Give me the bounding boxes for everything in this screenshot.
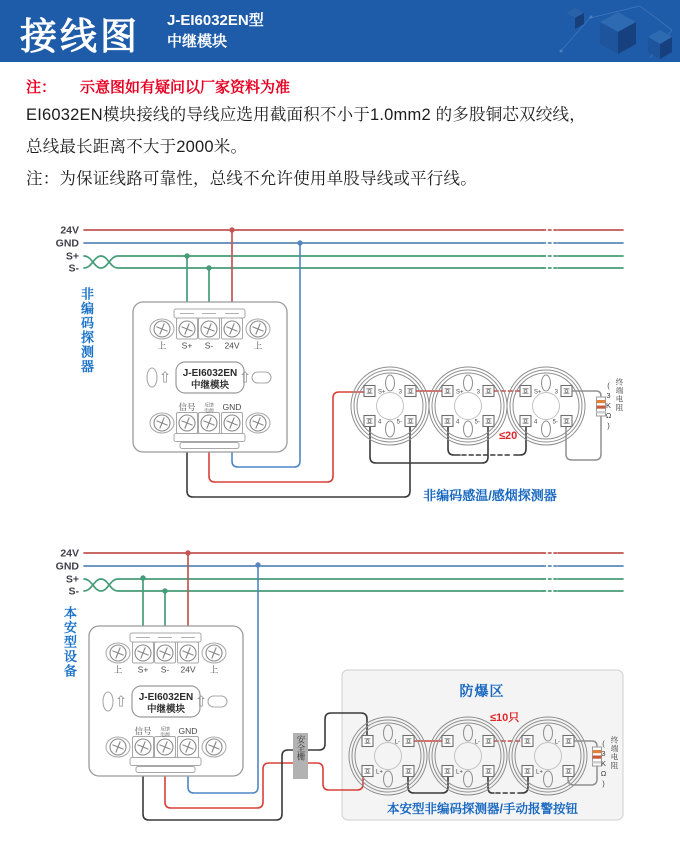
detector-terminal	[403, 736, 414, 747]
detector-terminal-label: 4	[456, 419, 460, 426]
screw-icon	[135, 739, 151, 755]
safety-barrier: 安全栅	[293, 733, 308, 779]
screw-icon	[110, 739, 126, 755]
zone-title: 防爆区	[459, 683, 505, 699]
detector-terminal	[442, 766, 453, 777]
bus-line-twisted-pair	[84, 579, 543, 591]
resistor-label-2: 终端电阻	[610, 736, 619, 770]
terminal-label: GND	[222, 402, 242, 412]
detector-terminal	[364, 416, 375, 427]
terminal-label: S-	[160, 664, 170, 675]
terminal-label: S+	[181, 340, 193, 351]
screw-icon	[250, 415, 266, 431]
terminal-label: 反馈	[160, 727, 170, 733]
module-type: 中继模块	[190, 380, 230, 391]
bus-line-twisted-pair	[84, 579, 543, 591]
up-arrow-icon: ⇧	[194, 693, 208, 711]
bus-label: 24V	[60, 547, 79, 560]
detector-terminal-label: L+	[376, 769, 383, 776]
detector-terminal	[520, 386, 531, 397]
page-title: 接线图	[20, 16, 140, 57]
module-name: J-EI6032EN	[182, 368, 238, 379]
detector-terminal-label: 5-	[552, 419, 558, 426]
detector-base	[429, 367, 507, 445]
detector-terminal	[561, 386, 572, 397]
spec-text-line1: EI6032EN模块接线的导线应选用截面积不小于1.0mm2 的多股铜芯双绞线，	[26, 106, 586, 124]
detector-terminal	[520, 416, 531, 427]
terminal-label: GND	[178, 726, 198, 736]
up-arrow-icon: ⇧	[158, 369, 172, 387]
detector-terminal-label: S+	[534, 389, 542, 396]
resistor-label-1: 终端电阻	[615, 378, 624, 412]
spec-text-line2: 总线最长距离不大于2000米。	[26, 138, 248, 156]
max-count-label-2: ≤10只	[490, 712, 520, 724]
side-label-non-coded-detector: 非编码探测器	[79, 287, 94, 374]
detector-terminal	[442, 736, 453, 747]
detector-base	[507, 367, 585, 445]
note-text: 注：为保证线路可靠性，总线不允许使用单股导线或平行线。	[26, 170, 477, 188]
detector-terminal-label: L+	[456, 769, 463, 776]
bus-label: S+	[65, 573, 79, 586]
detector-terminal	[563, 766, 574, 777]
bus-line-twisted-pair	[84, 256, 543, 268]
detector-terminal	[563, 736, 574, 747]
detector-terminal-label: 5-	[396, 419, 402, 426]
screw-icon	[250, 321, 266, 337]
detector-terminal-label: 4	[378, 419, 382, 426]
screw-icon	[180, 645, 196, 661]
detector-terminal-label: 5-	[474, 419, 480, 426]
bus-label: S-	[68, 585, 79, 598]
bus-label: S-	[68, 262, 79, 275]
bus-line-twisted-pair	[84, 256, 543, 268]
up-arrow-icon: ⇧	[238, 369, 252, 387]
detector-terminal	[483, 766, 494, 777]
terminal-label: 24V	[180, 664, 196, 675]
screw-icon	[154, 321, 170, 337]
resistor-value-1: (3KΩ)	[604, 381, 613, 431]
screw-icon	[224, 321, 240, 337]
max-count-label-1: ≤20	[499, 430, 518, 442]
detector-terminal	[483, 736, 494, 747]
detector-terminal	[483, 416, 494, 427]
detector-base	[351, 367, 429, 445]
detector-terminal	[522, 736, 533, 747]
detector-caption-1: 非编码感温/感烟探测器	[423, 488, 557, 503]
detector-terminal-label: 3	[554, 389, 558, 396]
detector-terminal-label: 4	[534, 419, 538, 426]
screw-icon	[180, 739, 196, 755]
detector-terminal	[483, 386, 494, 397]
terminal-label: 上	[209, 664, 219, 675]
terminal-label: 电源	[160, 733, 170, 738]
detector-terminal-label: L-	[394, 739, 400, 746]
terminal-label: 反馈	[204, 403, 214, 409]
screw-icon	[157, 645, 173, 661]
detector-terminal-label: 3	[398, 389, 402, 396]
warning-label: 注：	[26, 79, 57, 96]
product-label: 中继模块	[167, 33, 228, 50]
screw-icon	[224, 415, 240, 431]
terminal-label: 上	[113, 664, 123, 675]
detector-terminal	[403, 766, 414, 777]
detector-terminal	[362, 736, 373, 747]
module-type: 中继模块	[146, 704, 186, 715]
screw-icon	[206, 645, 222, 661]
screw-icon	[135, 645, 151, 661]
bus-label: GND	[55, 237, 79, 250]
detector-terminal	[362, 766, 373, 777]
detector-terminal	[522, 766, 533, 777]
detector-terminal	[405, 416, 416, 427]
screw-icon	[154, 415, 170, 431]
module-name: J-EI6032EN	[138, 692, 194, 703]
detector-terminal	[442, 386, 453, 397]
terminal-label: S-	[204, 340, 214, 351]
terminal-label: 电源	[204, 409, 214, 414]
detector-terminal	[364, 386, 375, 397]
detector-terminal	[442, 416, 453, 427]
detector-terminal	[405, 386, 416, 397]
warning-text: 示意图如有疑问以厂家资料为准	[80, 79, 291, 96]
detector-terminal	[561, 416, 572, 427]
detector-caption-2: 本安型非编码探测器/手动报警按钮	[387, 802, 578, 816]
up-arrow-icon: ⇧	[114, 693, 128, 711]
model-label: J-EI6032EN型	[167, 12, 264, 29]
bus-label: S+	[65, 250, 79, 263]
detector-terminal-label: 3	[476, 389, 480, 396]
terminal-label: 信号	[134, 726, 152, 736]
bus-label: GND	[55, 560, 79, 573]
terminal-label: S+	[137, 664, 149, 675]
side-label-intrinsically-safe: 本安型设备	[62, 606, 77, 679]
detector-terminal-label: L-	[554, 739, 560, 746]
screw-icon	[201, 415, 217, 431]
screw-icon	[201, 321, 217, 337]
detector-terminal-label: S+	[456, 389, 464, 396]
detector-terminal-label: S+	[378, 389, 386, 396]
detector-terminal-label: L+	[536, 769, 543, 776]
screw-icon	[206, 739, 222, 755]
screw-icon	[179, 415, 195, 431]
screw-icon	[179, 321, 195, 337]
terminal-label: 24V	[224, 340, 240, 351]
screw-icon	[110, 645, 126, 661]
terminal-label: 信号	[178, 402, 196, 412]
detector-terminal-label: L-	[474, 739, 480, 746]
bus-label: 24V	[60, 224, 79, 237]
resistor-value-2: (3KΩ)	[599, 739, 608, 789]
terminal-label: 上	[157, 340, 167, 351]
screw-icon	[157, 739, 173, 755]
terminal-label: 上	[253, 340, 263, 351]
